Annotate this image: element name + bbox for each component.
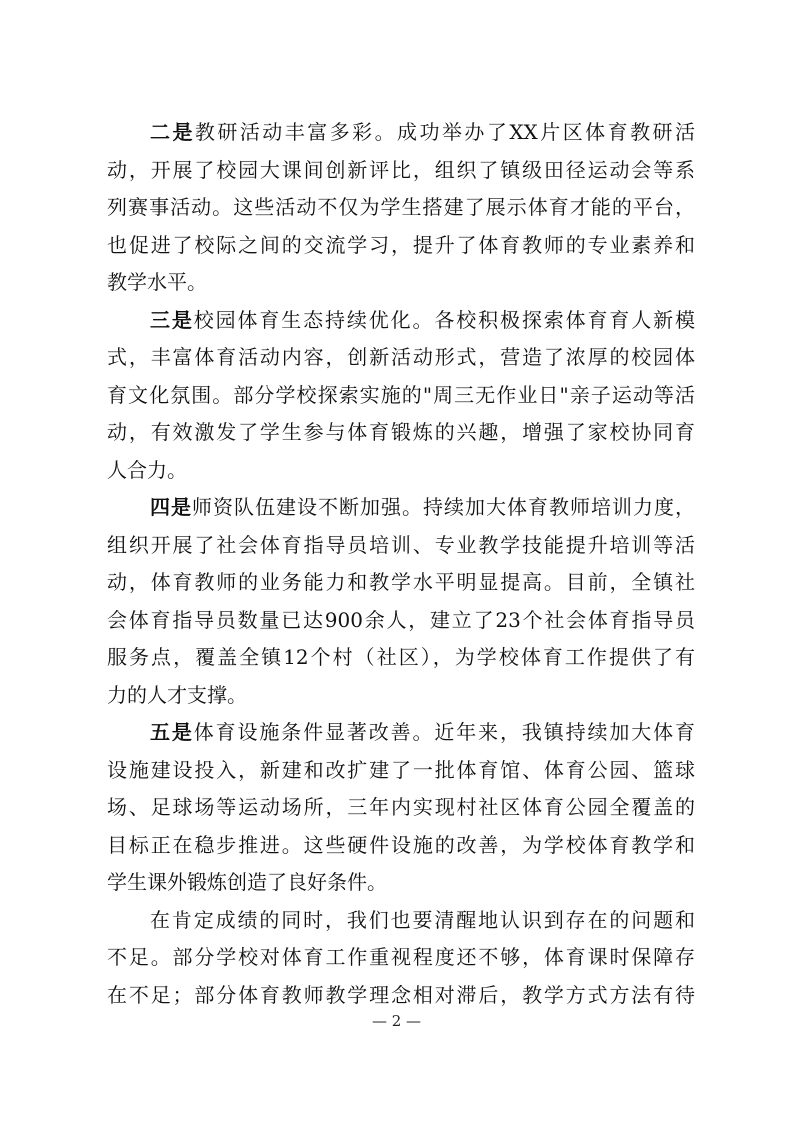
- text-line: [107, 264, 695, 302]
- line-text: 教研活动丰富多彩。成功举办了XX片区体育教研活: [194, 120, 695, 144]
- text-line: [107, 114, 695, 152]
- text-line: [107, 939, 695, 977]
- line-text: 力的人才支撑。: [107, 682, 247, 707]
- text-line: [107, 489, 695, 527]
- paragraph: [107, 302, 695, 490]
- text-line: [107, 827, 695, 865]
- line-text: 组织开展了社会体育指导员培训、专业教学技能提升培训等活: [107, 532, 695, 557]
- paragraph: [107, 902, 695, 1015]
- text-line: [107, 752, 695, 790]
- line-text: 校园体育生态持续优化。各校积极探索体育育人新模: [193, 307, 695, 332]
- text-line: [107, 714, 695, 752]
- line-text: 在不足；部分体育教师教学理念相对滞后，教学方式方法有待: [107, 982, 695, 1007]
- text-line: [107, 864, 695, 902]
- line-text: 式，丰富体育活动内容，创新活动形式，营造了浓厚的校园体: [107, 345, 695, 369]
- paragraph-lead: 四是: [150, 495, 192, 519]
- paragraph-lead: 五是: [150, 720, 194, 744]
- text-line: [107, 564, 695, 602]
- line-text: 教学水平。: [107, 270, 207, 294]
- line-text: 人合力。: [107, 457, 187, 482]
- text-line: [107, 339, 695, 377]
- line-text: 学生课外锻炼创造了良好条件。: [107, 870, 387, 894]
- text-line: [107, 677, 695, 715]
- paragraph-lead: 二是: [150, 120, 195, 144]
- text-line: [107, 902, 695, 940]
- text-line: [107, 789, 695, 827]
- text-line: [107, 152, 695, 190]
- line-text: 动，体育教师的业务能力和教学水平明显提高。目前，全镇社: [107, 570, 695, 594]
- paragraph: [107, 489, 695, 714]
- line-text: 会体育指导员数量已达900余人，建立了23个社会体育指导员: [107, 607, 695, 632]
- text-line: [107, 977, 695, 1015]
- text-line: [107, 227, 695, 265]
- text-line: [107, 452, 695, 490]
- paragraph: [107, 114, 695, 302]
- text-line: [107, 639, 695, 677]
- paragraph-lead: 三是: [150, 307, 194, 332]
- line-text: 也促进了校际之间的交流学习，提升了体育教师的专业素养和: [107, 232, 695, 257]
- line-text: 动，有效激发了学生参与体育锻炼的兴趣，增强了家校协同育: [107, 420, 695, 444]
- text-line: [107, 527, 695, 565]
- line-text: 设施建设投入，新建和改扩建了一批体育馆、体育公园、篮球: [107, 757, 695, 782]
- line-text: 动，开展了校园大课间创新评比，组织了镇级田径运动会等系: [107, 157, 695, 182]
- text-line: [107, 189, 695, 227]
- page-number: — 2 —: [371, 1012, 422, 1030]
- document-body: [107, 114, 695, 1014]
- text-line: [107, 602, 695, 640]
- line-text: 场、足球场等运动场所，三年内实现村社区体育公园全覆盖的: [107, 795, 695, 819]
- text-line: [107, 302, 695, 340]
- line-text: 育文化氛围。部分学校探索实施的"周三无作业日"亲子运动等活: [107, 382, 695, 407]
- text-line: [107, 377, 695, 415]
- text-line: [107, 414, 695, 452]
- paragraph: [107, 714, 695, 902]
- line-text: 师资队伍建设不断加强。持续加大体育教师培训力度，: [192, 495, 695, 519]
- line-text: 不足。部分学校对体育工作重视程度还不够，体育课时保障存: [107, 945, 695, 969]
- line-text: 体育设施条件显著改善。近年来，我镇持续加大体育: [193, 720, 695, 744]
- line-text: 列赛事活动。这些活动不仅为学生搭建了展示体育才能的平台，: [107, 195, 695, 219]
- line-text: 服务点，覆盖全镇12个村（社区），为学校体育工作提供了有: [107, 645, 695, 669]
- line-text: 在肯定成绩的同时，我们也要清醒地认识到存在的问题和: [150, 907, 695, 932]
- line-text: 目标正在稳步推进。这些硬件设施的改善，为学校体育教学和: [107, 832, 695, 857]
